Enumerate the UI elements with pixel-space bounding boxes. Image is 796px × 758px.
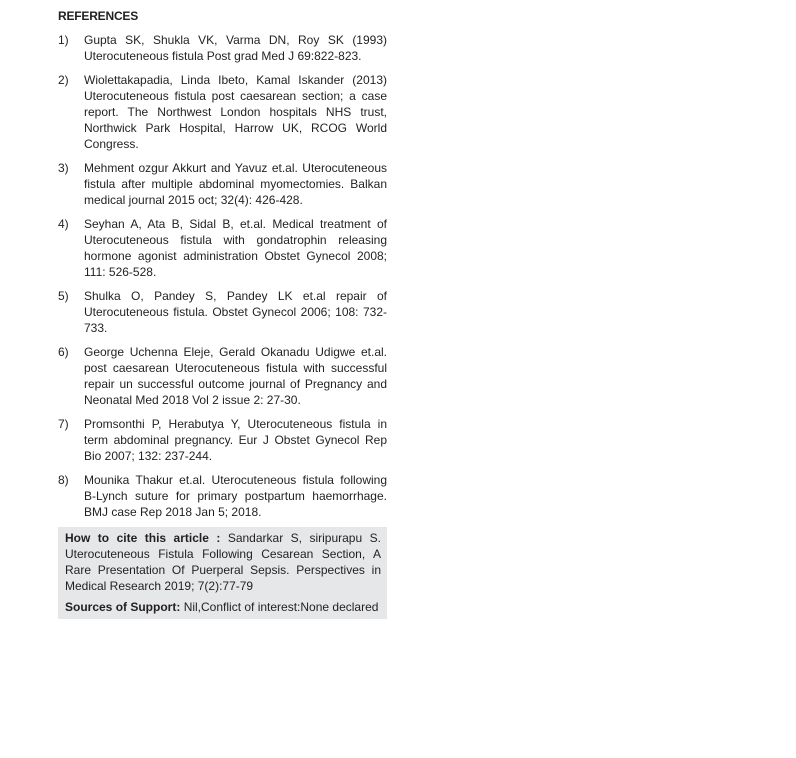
citation-paragraph	[65, 530, 381, 594]
reference-number: 4)	[58, 217, 69, 231]
reference-item	[58, 416, 387, 464]
reference-number: 7)	[58, 417, 69, 431]
references-heading: REFERENCES	[58, 9, 139, 23]
reference-number: 8)	[58, 473, 69, 487]
reference-text: Promsonthi P, Herabutya Y, Uterocuteneous fistula in term abdominal pregnancy. Eur J Obstet Gynecol Rep Bio 2007; 132: 237-244.	[84, 417, 387, 463]
reference-number: 5)	[58, 289, 69, 303]
reference-number: 3)	[58, 161, 69, 175]
reference-text: Wiolettakapadia, Linda Ibeto, Kamal Iskander (2013) Uterocuteneous fistula post caesarean section; a case report. The Northwest London hospitals NHS trust, Northwick Park Hospital, Harrow UK, RCOG World Congress.	[84, 73, 387, 151]
support-paragraph	[65, 599, 381, 615]
citation-label: How to cite this article :	[65, 531, 221, 545]
reference-number: 1)	[58, 33, 69, 47]
reference-text: Mounika Thakur et.al. Uterocuteneous fistula following B-Lynch suture for primary postpartum haemorrhage. BMJ case Rep 2018 Jan 5; 2018.	[84, 473, 387, 519]
reference-item	[58, 216, 387, 280]
reference-list	[58, 32, 387, 520]
reference-text: Seyhan A, Ata B, Sidal B, et.al. Medical treatment of Uterocuteneous fistula with gondatrophin releasing hormone agonist administration Obstet Gynecol 2008; 111: 526-528.	[84, 217, 387, 279]
reference-number: 6)	[58, 345, 69, 359]
reference-item	[58, 72, 387, 152]
support-label: Sources of Support:	[65, 600, 181, 614]
citation-box	[58, 527, 387, 619]
citation-text: Sandarkar S, siripurapu S. Uterocuteneous Fistula Following Cesarean Section, A Rare Presentation Of Puerperal Sepsis. Perspectives in Medical Research 2019; 7(2):77-79	[65, 531, 381, 593]
references-section	[58, 9, 387, 619]
reference-text: George Uchenna Eleje, Gerald Okanadu Udigwe et.al. post caesarean Uterocuteneous fistula with successful repair un successful outcome journal of Pregnancy and Neonatal Med 2018 Vol 2 issue 2: 27-30.	[84, 345, 387, 407]
reference-item	[58, 32, 387, 64]
reference-text: Gupta SK, Shukla VK, Varma DN, Roy SK (1993) Uterocuteneous fistula Post grad Med J 69:822-823.	[84, 33, 387, 63]
reference-text: Mehment ozgur Akkurt and Yavuz et.al. Uterocuteneous fistula after multiple abdominal myomectomies. Balkan medical journal 2015 oct; 32(4): 426-428.	[84, 161, 387, 207]
support-text: Nil,Conflict of interest:None declared	[183, 600, 379, 614]
reference-item	[58, 160, 387, 208]
reference-item	[58, 344, 387, 408]
reference-text: Shulka O, Pandey S, Pandey LK et.al repair of Uterocuteneous fistula. Obstet Gynecol 2006; 108: 732-733.	[84, 289, 387, 335]
reference-item	[58, 288, 387, 336]
reference-number: 2)	[58, 73, 69, 87]
reference-item	[58, 472, 387, 520]
